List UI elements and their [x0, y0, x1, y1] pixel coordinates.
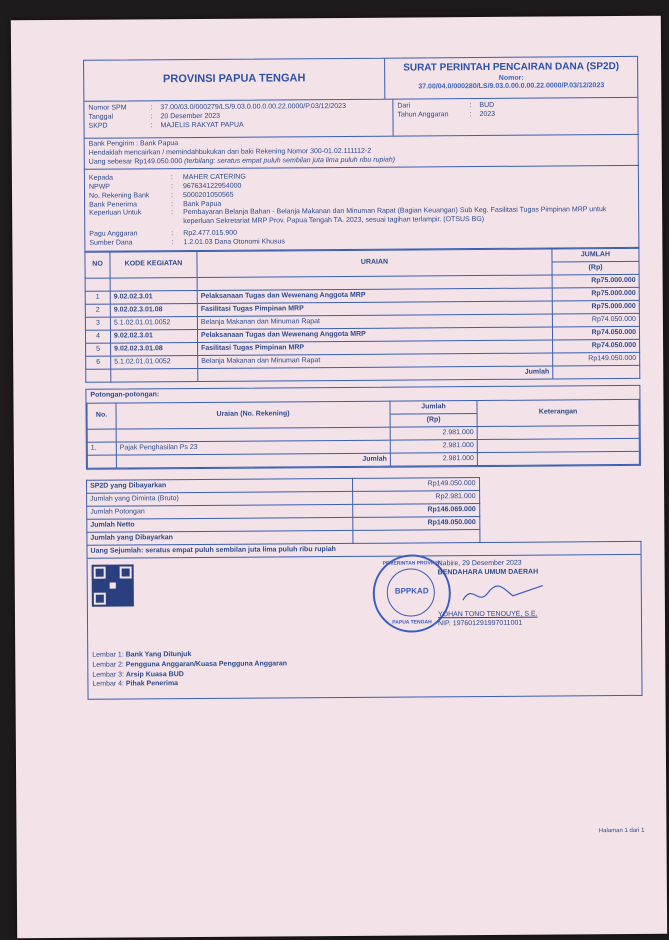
info-row: Tanggal : 20 Desember 2023	[88, 112, 221, 121]
nomor-label: Nomor:	[498, 74, 524, 82]
info-row: SKPD : MAJELIS RAKYAT PAPUA	[88, 121, 244, 130]
signer-role: BENDAHARA UMUM DAERAH	[437, 568, 539, 577]
header	[83, 56, 638, 102]
list-item: Lembar 1: Bank Yang Ditunjuk	[92, 651, 192, 659]
penerima-row: Pagu Anggaran : Rp2.477.015.900	[89, 229, 238, 238]
table-row: 2 9.02.02.3.01.08 Fasilitasi Tugas Pimpinan MRP Rp75.000.000	[85, 301, 639, 318]
summary-row: Jumlah Netto Rp149.050.000	[87, 515, 641, 532]
info-row: Dari : BUD	[397, 101, 495, 110]
nomor-value: 37.00/04.0/000280/LS/9.03.0.00.0.00.22.0000/P.03/12/2023	[418, 82, 605, 91]
info-row: Nomor SPM : 37.00/03.0/000279/LS/9.03.0.00.0.00.22.0000/P.03/12/2023	[88, 102, 346, 112]
potongan-section: Potongan-potongan: No. Uraian (No. Rekening) Jumlah Keterangan (Rp) 2.981.000 1. Pajak Penghasilan Ps 23 2.981.000 Jumlah 2.981.000	[85, 385, 641, 470]
terbilang: Uang Sejumlah: seratus empat puluh sembilan juta lima puluh ribu rupiah	[87, 541, 641, 558]
info-row: Tahun Anggaran : 2023	[397, 110, 496, 119]
document-page	[11, 16, 667, 939]
table-row: 4 9.02.02.3.01 Pelaksanaan Tugas dan Wewenang Anggota MRP Rp74.050.000	[85, 327, 639, 344]
province-title: PROVINSI PAPUA TENGAH	[84, 59, 385, 101]
list-item: Lembar 3: Arsip Kuasa BUD	[92, 670, 184, 679]
signature-mark	[458, 577, 548, 608]
spm-info	[83, 98, 638, 139]
place-date: Nabire, 29 Desember 2023	[437, 559, 522, 568]
penerima-row: Kepada : MAHER CATERING	[88, 173, 246, 182]
official-stamp: PEMERINTAH PROVINSI BPPKAD PAPUA TENGAH	[373, 554, 452, 633]
signature-section	[87, 555, 643, 700]
table-row: 6 5.1.02.01.01.0052 Belanja Makanan dan Minuman Rapat Rp149.050.000	[86, 353, 640, 370]
table-row: 5 9.02.02.3.01.08 Fasilitasi Tugas Pimpinan MRP Rp74.050.000	[86, 340, 640, 357]
summary-table: SP2D yang Dibayarkan Rp149.050.000 Jumlah yang Diminta (Bruto) Rp2.981.000 Jumlah Potongan Rp146.069.000 Jumlah Netto Rp149.050.000 Jumlah yang Dibayarkan Uang Sejumlah: seratus empat puluh sembilan juta lima puluh ribu rupiah	[86, 476, 642, 559]
table-row: 3 5.1.02.01.01.0052 Belanja Makanan dan Minuman Rapat Rp74.050.000	[85, 314, 639, 331]
bank-section: Bank Pengirim : Bank Papua Hendaklah mencairkan / memindahbukukan dari baki Rekening Nomor 300-01.02.111112-2 Uang sebesar Rp149.050.000 (terbilang: seratus empat puluh sembilan juta lima puluh ribu rupiah)	[84, 135, 639, 170]
list-item: Lembar 2: Pengguna Anggaran/Kuasa Pengguna Anggaran	[92, 660, 288, 669]
penerima-row: Keperluan Untuk : Pembayaran Belanja Bahan - Belanja Makanan dan Minuman Rapat (Bagian Keuangan) Sub Keg. Fasilitasi Tugas Pimpinan MRP untuk keperluan Sekretariat MRP Prov. Papua Tengah TA. 2023, sesuai tagihan terlampir. (OTSUS BG)	[89, 206, 607, 226]
penerima-section	[84, 166, 640, 252]
qr-code	[92, 564, 134, 606]
penerima-row: Bank Penerima : Bank Papua	[89, 200, 222, 209]
summary-row: Jumlah Potongan Rp146.069.000	[87, 502, 641, 519]
summary-row: Jumlah yang Diminta (Bruto) Rp2.981.000	[87, 489, 641, 506]
penerima-row: NPWP : 967634122954000	[88, 182, 242, 191]
kegiatan-table: NO KODE KEGIATAN URAIAN JUMLAH (Rp) Rp75.000.000 1 9.02.02.3.01 Pelaksanaan Tugas dan Wewenang Anggota MRP Rp75.000.000 2 9.02.02.3.01.08 Fasilitasi Tugas Pimpinan MRP Rp75.000.000 3 5.1.02.01.01.0052 Belanja Makanan dan Minuman Rapat Rp74.050.000 4 9.02.02.3.01 Pelaksanaan Tugas dan Wewenang Anggota MRP Rp74.050.000 5 9.02.02.3.01.08 Fasilitasi Tugas Pimpinan MRP Rp74.050.000 6 5.1.02.01.01.0052 Belanja Makanan dan Minuman Rapat Rp149.050.000 Jumlah	[84, 248, 640, 383]
page-number: Halaman 1 dari 1	[598, 827, 645, 835]
list-item: Lembar 4: Pihak Penerima	[92, 680, 179, 688]
sp2d-document	[83, 56, 642, 700]
penerima-row: Sumber Dana : 1.2.01.03 Dana Otonomi Khusus	[89, 237, 285, 247]
table-row: 1. Pajak Penghasilan Ps 23 2.981.000	[87, 438, 639, 455]
signer-name: YOHAN TONO TENOUYE, S.E.	[437, 610, 538, 619]
summary-row: Jumlah yang Dibayarkan	[87, 528, 641, 545]
document-title: SURAT PERINTAH PENCAIRAN DANA (SP2D)	[403, 61, 620, 74]
signer-nip: NIP. 197601291997011001	[438, 619, 523, 628]
penerima-row: No. Rekening Bank : 5000201050565	[89, 191, 234, 200]
potongan-table: No. Uraian (No. Rekening) Jumlah Keterangan (Rp) 2.981.000 1. Pajak Penghasilan Ps 23 2.981.000 Jumlah 2.981.000	[86, 399, 639, 469]
table-row: 1 9.02.02.3.01 Pelaksanaan Tugas dan Wewenang Anggota MRP Rp75.000.000	[85, 288, 639, 305]
lembar-list	[92, 649, 287, 689]
